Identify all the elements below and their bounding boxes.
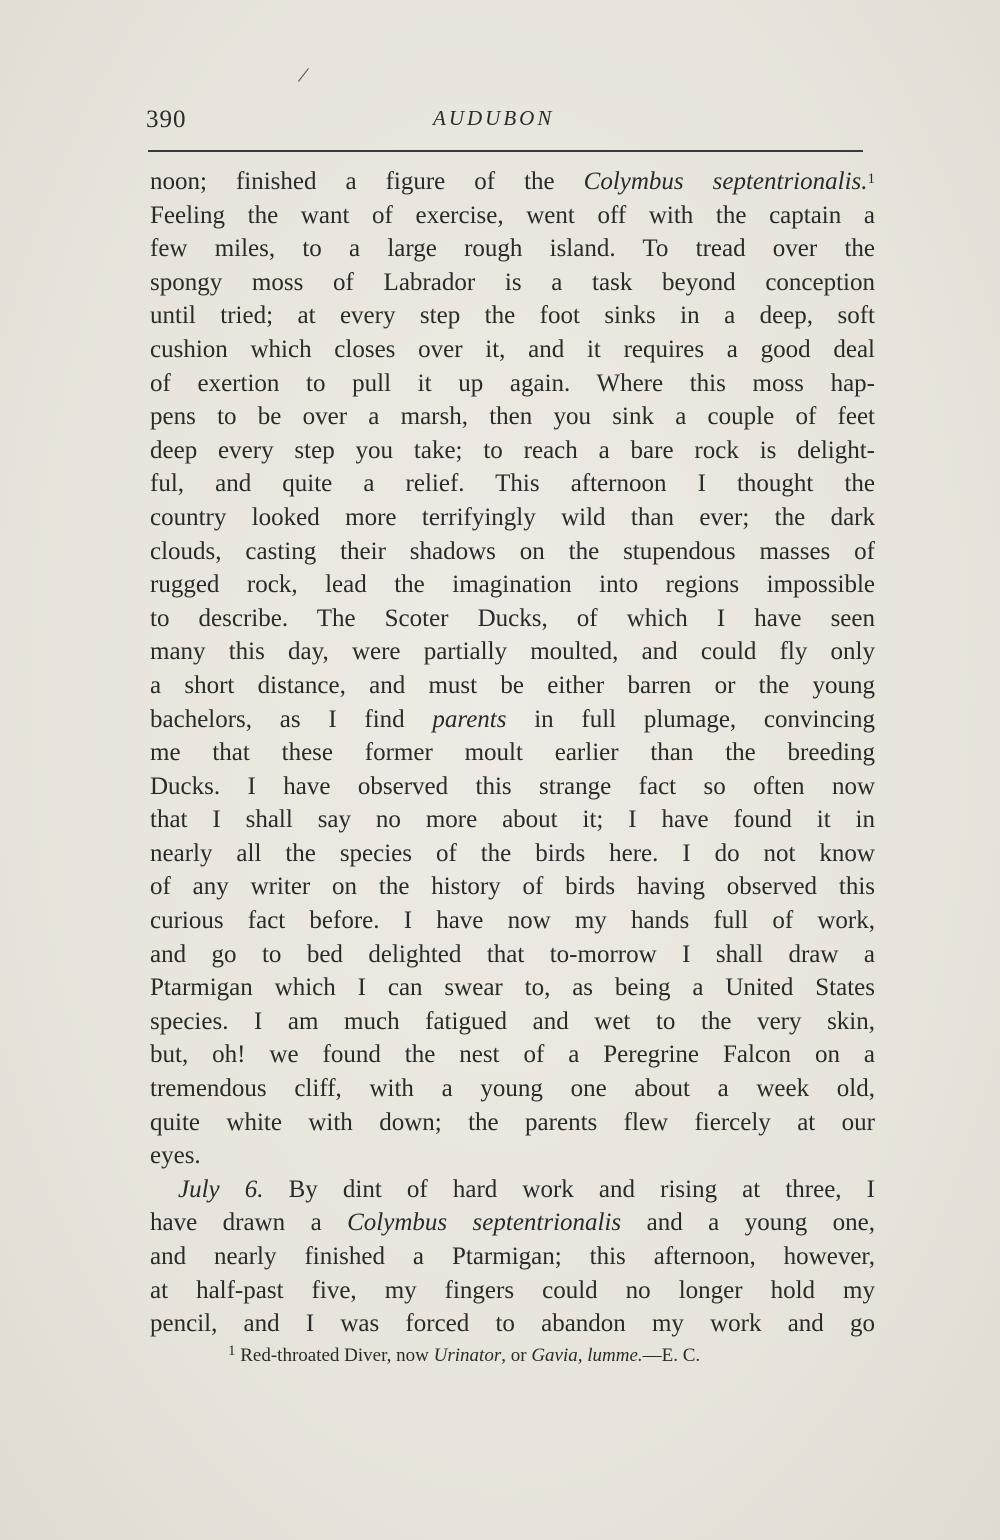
text-line: but, oh! we found the nest of a Peregrine Falcon on a xyxy=(150,1041,875,1069)
text-line: of exertion to pull it up again. Where this moss hap- xyxy=(150,369,875,397)
text-line: a short distance, and must be either barren or the young xyxy=(150,671,875,699)
footnote-marker: 1 xyxy=(867,171,875,187)
text-line: until tried; at every step the foot sinks in a deep, soft xyxy=(150,302,875,330)
text-line: July 6. By dint of hard work and rising at three, I xyxy=(178,1175,875,1203)
page-number: 390 xyxy=(146,106,187,133)
text-line: many this day, were partially moulted, and could fly only xyxy=(150,638,875,666)
text-line: and nearly finished a Ptarmigan; this afternoon, however, xyxy=(150,1243,875,1270)
text-line: cushion which closes over it, and it requires a good deal xyxy=(150,335,875,363)
body-text xyxy=(150,165,875,1341)
text-line: curious fact before. I have now my hands full of work, xyxy=(150,907,875,935)
text-line: to describe. The Scoter Ducks, of which I have seen xyxy=(150,604,875,632)
text-line: country looked more terrifyingly wild than ever; the dark xyxy=(150,503,875,531)
footnote: $^1$ Red-throated Diver, now Urinator, or Gavia, lumme.—E. C. xyxy=(228,1343,701,1366)
text-line: pens to be over a marsh, then you sink a couple of feet xyxy=(150,403,875,431)
text-line: clouds, casting their shadows on the stupendous masses of xyxy=(150,537,875,565)
text-line: of any writer on the history of birds having observed this xyxy=(150,873,875,901)
text-line: Ducks. I have observed this strange fact so often now xyxy=(150,772,875,800)
text-line: me that these former moult earlier than the breeding xyxy=(150,739,875,767)
text-line: Ptarmigan which I can swear to, as being a United States xyxy=(150,974,875,1002)
text-line: Feeling the want of exercise, went off with the captain a xyxy=(150,201,875,229)
text-line: and go to bed delighted that to-morrow I shall draw a xyxy=(150,940,875,968)
text-line: rugged rock, lead the imagination into regions impossible xyxy=(150,571,875,599)
text-line: pencil, and I was forced to abandon my work and go xyxy=(150,1310,875,1338)
footnote-number: 1 xyxy=(228,1343,236,1359)
text-line: that I shall say no more about it; I have found it in xyxy=(150,806,875,834)
text-line: quite white with down; the parents flew fiercely at our xyxy=(150,1108,875,1136)
text-line: bachelors, as I find parents in full plumage, convincing xyxy=(150,705,875,733)
text-line: at half-past five, my fingers could no longer hold my xyxy=(150,1276,875,1304)
text-line: spongy moss of Labrador is a task beyond conception xyxy=(150,268,875,296)
text-line: deep every step you take; to reach a bare rock is delight- xyxy=(150,436,875,464)
text-line: tremendous cliff, with a young one about a week old, xyxy=(150,1075,875,1103)
header-rule xyxy=(148,150,863,152)
running-head: AUDUBON xyxy=(433,106,555,130)
text-line: nearly all the species of the birds here. I do not know xyxy=(150,839,875,867)
pencil-mark: / xyxy=(297,61,309,88)
text-line: species. I am much fatigued and wet to the very skin, xyxy=(150,1007,875,1035)
date-heading: July 6. xyxy=(178,1175,264,1203)
text-line: have drawn a Colymbus septentrionalis and a young one, xyxy=(150,1209,875,1237)
text-line: noon; finished a figure of the Colymbus septentrionalis.$^1$ xyxy=(150,168,875,195)
text-line: ful, and quite a relief. This afternoon I thought the xyxy=(150,470,875,498)
text-line: eyes. xyxy=(150,1142,201,1170)
text-line: few miles, to a large rough island. To tread over the xyxy=(150,235,875,263)
